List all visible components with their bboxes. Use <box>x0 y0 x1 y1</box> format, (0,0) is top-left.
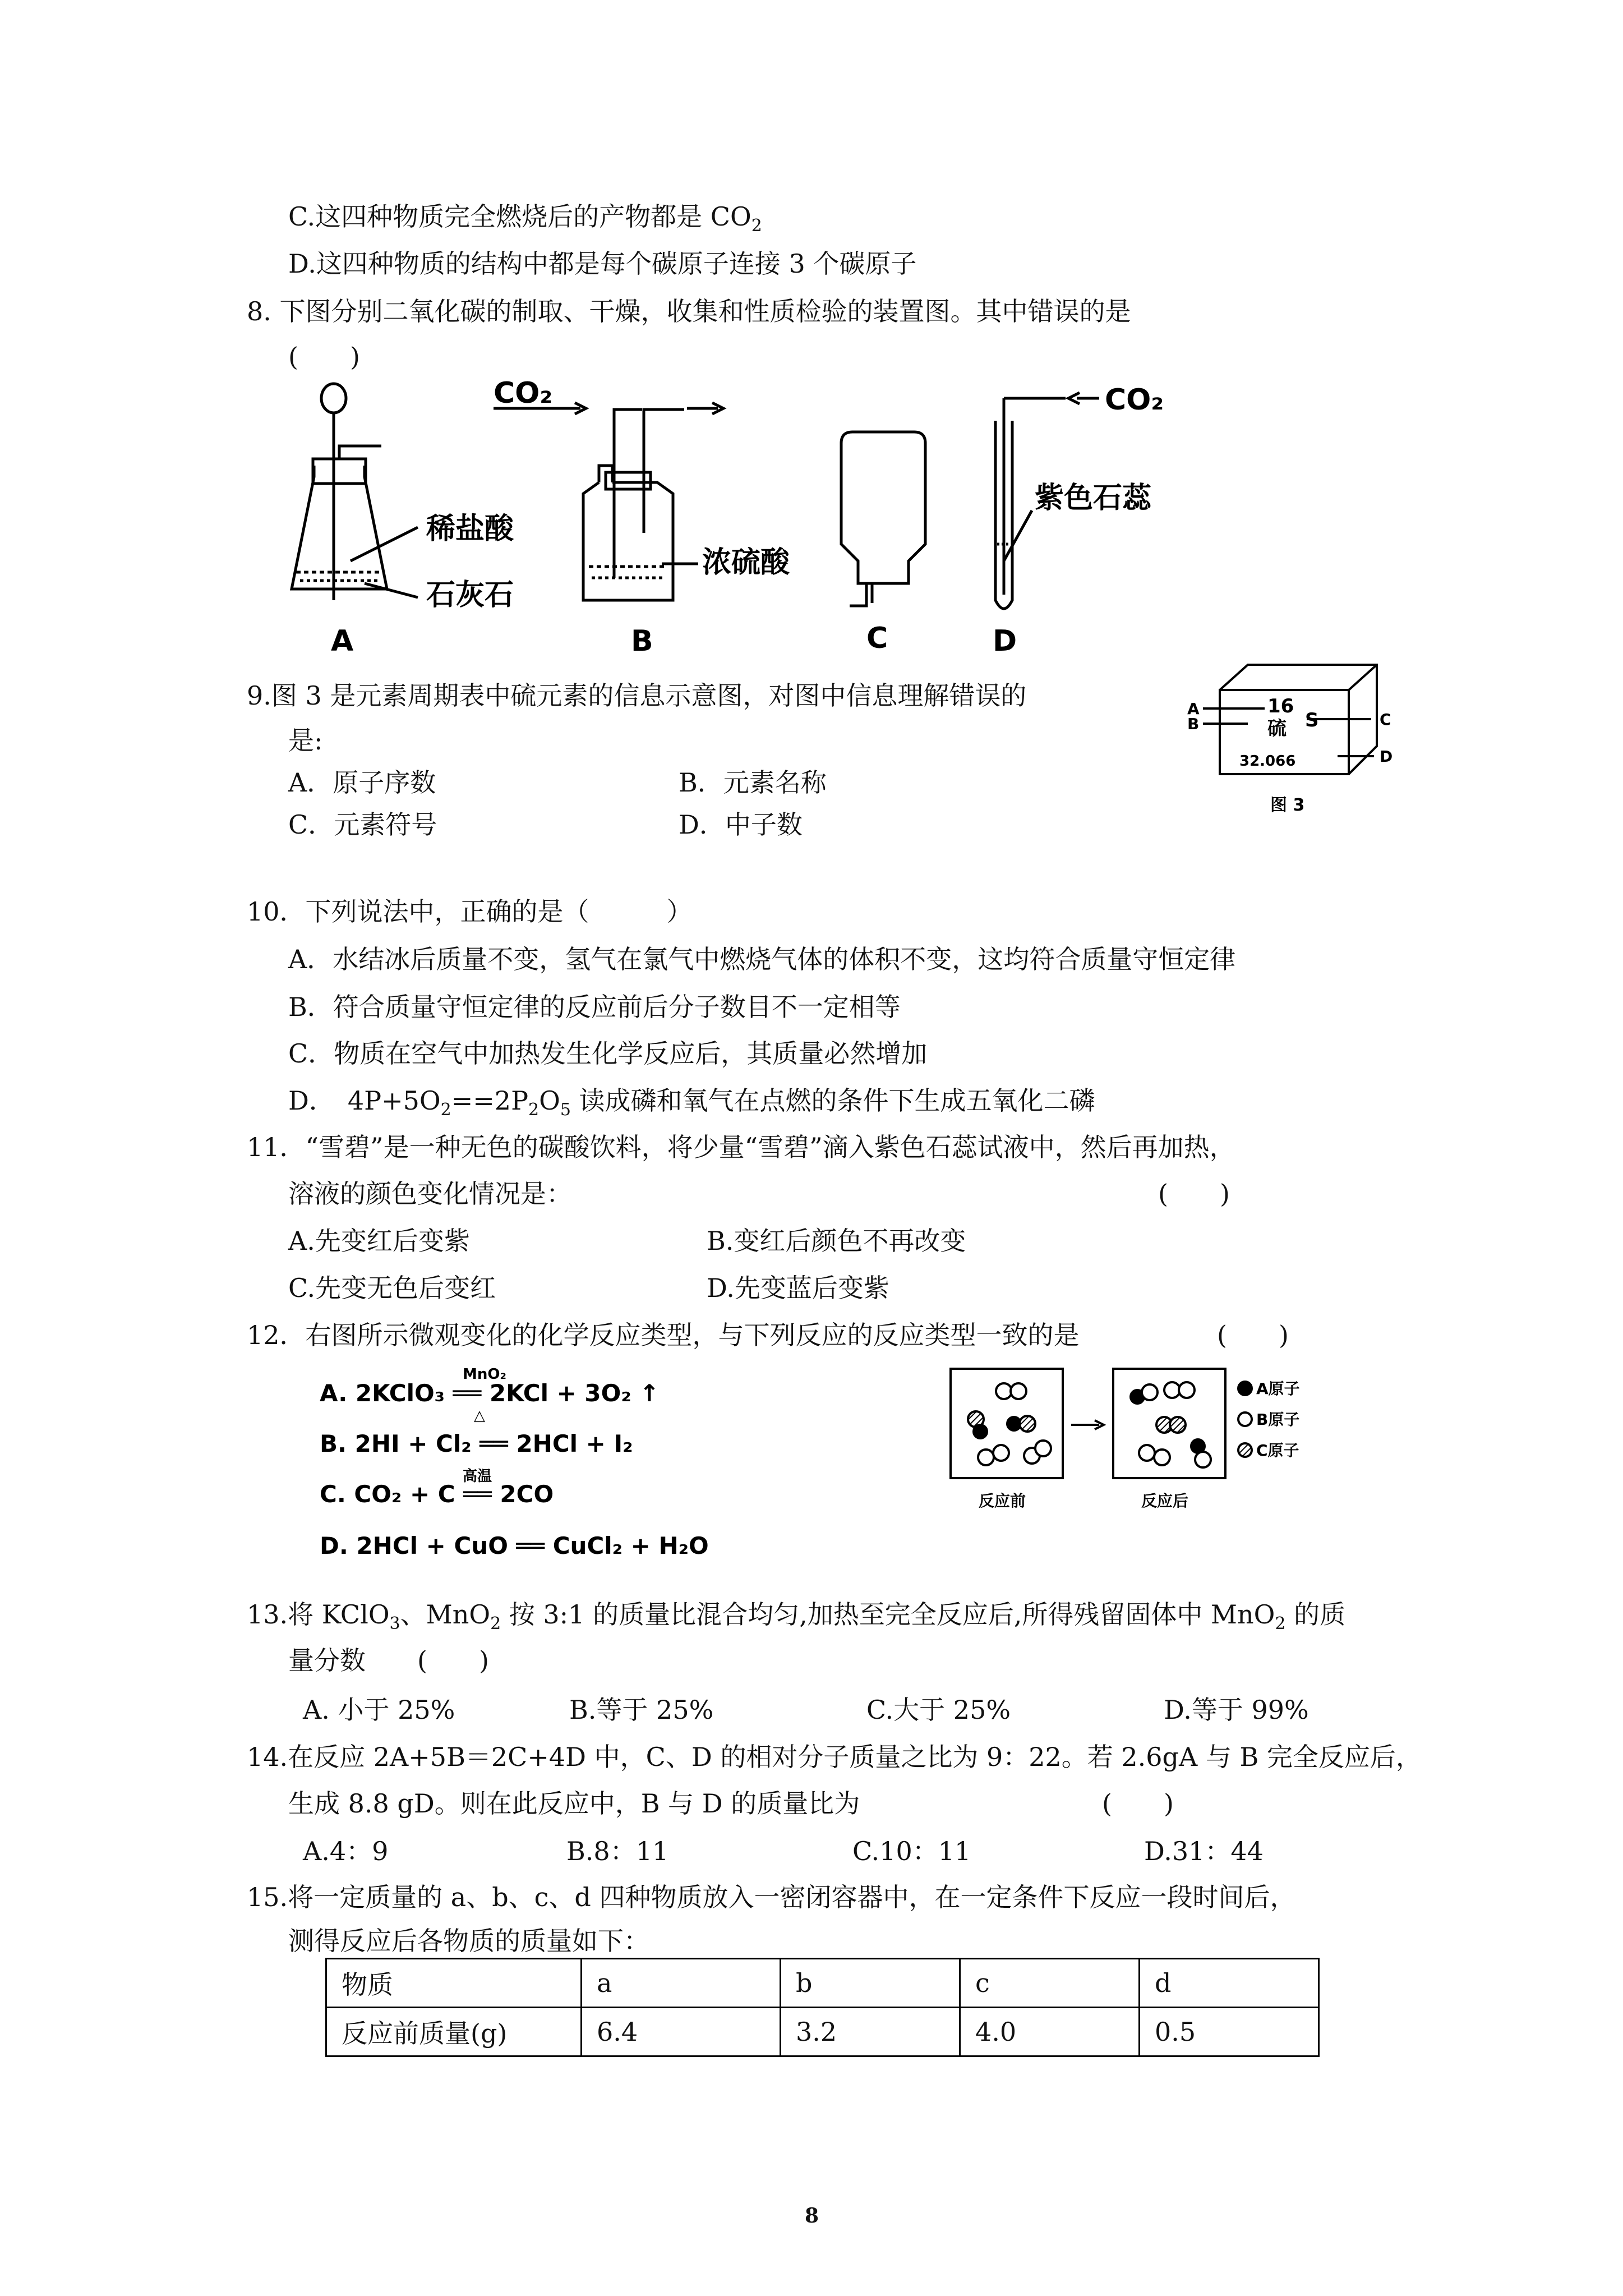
q14-option-b: B.8：11 <box>566 1836 669 1866</box>
table-cell: 反应前质量(g) <box>326 2008 582 2056</box>
q12-option-a: A. 2KClO₃ ══ 2KCl + 3O₂ ↑ <box>320 1379 660 1407</box>
q12-stem: 12．右图所示微观变化的化学反应类型，与下列反应的反应类型一致的是 <box>247 1320 1080 1350</box>
label-after-reaction: 反应后 <box>1141 1492 1189 1510</box>
q9-option-d: D．中子数 <box>679 809 803 840</box>
q12-equations <box>320 1358 712 1571</box>
q12-answer-paren: ( ) <box>1217 1320 1289 1350</box>
q11-option-a: A.先变红后变紫 <box>288 1226 470 1256</box>
element-name: 硫 <box>1267 717 1287 740</box>
q10-option-b: B．符合质量守恒定律的反应前后分子数目不一定相等 <box>288 992 901 1022</box>
table-cell: 0.5 <box>1140 2008 1319 2056</box>
q12-option-c-condition: 高温 <box>463 1468 492 1485</box>
q10-stem: 10．下列说法中，正确的是（ ） <box>247 896 693 927</box>
apparatus-c-inverted-bottle <box>841 432 925 606</box>
q11-stem-line2: 溶液的颜色变化情况是： <box>288 1179 572 1209</box>
q7-option-d: D.这四种物质的结构中都是每个碳原子连接 3 个碳原子 <box>288 249 917 279</box>
figure-label-d: D <box>1380 747 1393 766</box>
q9-option-c: C．元素符号 <box>288 809 437 840</box>
q8-answer-paren: ( ) <box>288 342 360 372</box>
table-header-cell: d <box>1140 1959 1319 2008</box>
q11-answer-paren: ( ) <box>1158 1179 1230 1209</box>
table-header-row <box>326 1959 1319 2008</box>
q8-stem: 8. 下图分别二氧化碳的制取、干燥，收集和性质检验的装置图。其中错误的是 <box>247 296 1131 326</box>
sulfur-element-figure <box>1186 656 1410 825</box>
apparatus-a-flask <box>292 384 418 600</box>
label-before-reaction: 反应前 <box>979 1492 1026 1510</box>
q11-option-c: C.先变无色后变红 <box>288 1273 496 1303</box>
q14-option-a: A.4：9 <box>303 1836 389 1866</box>
table-header-cell: 物质 <box>326 1959 582 2008</box>
table-row <box>326 2008 1319 2056</box>
q13-option-a: A. 小于 25% <box>303 1695 455 1725</box>
figure-caption: 图 3 <box>1270 795 1305 815</box>
q12-option-a-catalyst: MnO₂ <box>463 1366 506 1383</box>
q14-stem-line2: 生成 8.8 gD。则在此反应中，B 与 D 的质量比为 <box>288 1788 860 1819</box>
apparatus-b-bottle <box>494 403 723 600</box>
q14-stem-line1: 14.在反应 2A+5B＝2C+4D 中，C、D 的相对分子质量之比为 9：22。若 2.6gA 与 B 完全反应后， <box>247 1742 1422 1772</box>
q8-apparatus-figure <box>269 376 1234 656</box>
table-cell: 4.0 <box>960 2008 1140 2056</box>
q12-particle-diagram <box>948 1363 1340 1515</box>
figure-label-a: A <box>1187 700 1200 718</box>
q12-option-c: C. CO₂ + C ══ 2CO <box>320 1480 554 1508</box>
q9-stem-line1: 9.图 3 是元素周期表中硫元素的信息示意图，对图中信息理解错误的 <box>247 680 1027 711</box>
label-co2-b: CO₂ <box>494 376 553 410</box>
figure-label-c: C <box>1380 710 1391 729</box>
element-mass: 32.066 <box>1239 753 1296 770</box>
q7-option-c: C.这四种物质完全燃烧后的产物都是 $CO_2$ <box>288 201 762 236</box>
q11-option-d: D.先变蓝后变紫 <box>707 1273 889 1303</box>
q10-option-a: A．水结冰后质量不变，氢气在氯气中燃烧气体的体积不变，这均符合质量守恒定律 <box>288 944 1236 974</box>
table-cell: 6.4 <box>582 2008 781 2056</box>
label-co2-d: CO₂ <box>1105 383 1164 417</box>
q15-mass-table <box>325 1958 1320 2057</box>
table-header-cell: a <box>582 1959 781 2008</box>
q12-option-d: D. 2HCl + CuO ══ CuCl₂ + H₂O <box>320 1532 709 1559</box>
q13-option-b: B.等于 25% <box>569 1695 714 1725</box>
label-conc-h2so4: 浓硫酸 <box>702 546 790 579</box>
q13-stem-line1: 13.将 KClO$_3$、MnO$_2$ 按 3:1 的质量比混合均匀,加热至完全反应后,所得残留固体中 MnO$_2$ 的质 <box>247 1599 1346 1634</box>
table-header-cell: b <box>781 1959 960 2008</box>
q15-stem-line1: 15.将一定质量的 a、b、c、d 四种物质放入一密闭容器中，在一定条件下反应一段时间后， <box>247 1882 1296 1912</box>
figure-label-b: B <box>1187 715 1200 733</box>
q14-answer-paren: ( ) <box>1102 1788 1174 1819</box>
table-header-cell: c <box>960 1959 1140 2008</box>
label-c: C <box>866 622 888 655</box>
legend-c-atom: C原子 <box>1256 1441 1299 1460</box>
q9-stem-line2: 是: <box>288 725 323 756</box>
q12-option-b: B. 2HI + Cl₂ ══ 2HCl + I₂ <box>320 1430 633 1457</box>
page-number: 8 <box>805 2204 819 2228</box>
q9-option-b: B．元素名称 <box>679 767 827 798</box>
q10-option-d: D． $4P+5O_2==2P_2O_5$ 读成磷和氧气在点燃的条件下生成五氧化二磷 <box>288 1085 1095 1120</box>
legend-b-atom: B原子 <box>1256 1410 1300 1429</box>
q13-stem-line2: 量分数 ( ) <box>288 1645 489 1676</box>
table-cell: 3.2 <box>781 2008 960 2056</box>
q14-option-d: D.31：44 <box>1144 1836 1264 1866</box>
label-a: A <box>331 624 354 656</box>
q12-option-a-condition: △ <box>474 1407 485 1424</box>
label-b: B <box>631 624 653 656</box>
label-dilute-hcl: 稀盐酸 <box>426 512 514 546</box>
q10-option-c: C．物质在空气中加热发生化学反应后，其质量必然增加 <box>288 1038 928 1069</box>
label-litmus: 紫色石蕊 <box>1035 481 1152 515</box>
q13-option-d: D.等于 99% <box>1164 1695 1309 1725</box>
q14-option-c: C.10：11 <box>852 1836 971 1866</box>
q11-option-b: B.变红后颜色不再改变 <box>707 1226 966 1256</box>
legend-a-atom: A原子 <box>1256 1379 1300 1398</box>
q11-stem-line1: 11．“雪碧”是一种无色的碳酸饮料，将少量“雪碧”滴入紫色石蕊试液中，然后再加热， <box>247 1132 1235 1162</box>
q9-option-a: A．原子序数 <box>288 767 436 798</box>
element-number: 16 <box>1267 695 1294 717</box>
q13-option-c: C.大于 25% <box>866 1695 1011 1725</box>
element-symbol: S <box>1305 709 1319 731</box>
label-limestone: 石灰石 <box>426 578 514 612</box>
q15-stem-line2: 测得反应后各物质的质量如下： <box>288 1926 649 1956</box>
label-d: D <box>993 624 1017 656</box>
